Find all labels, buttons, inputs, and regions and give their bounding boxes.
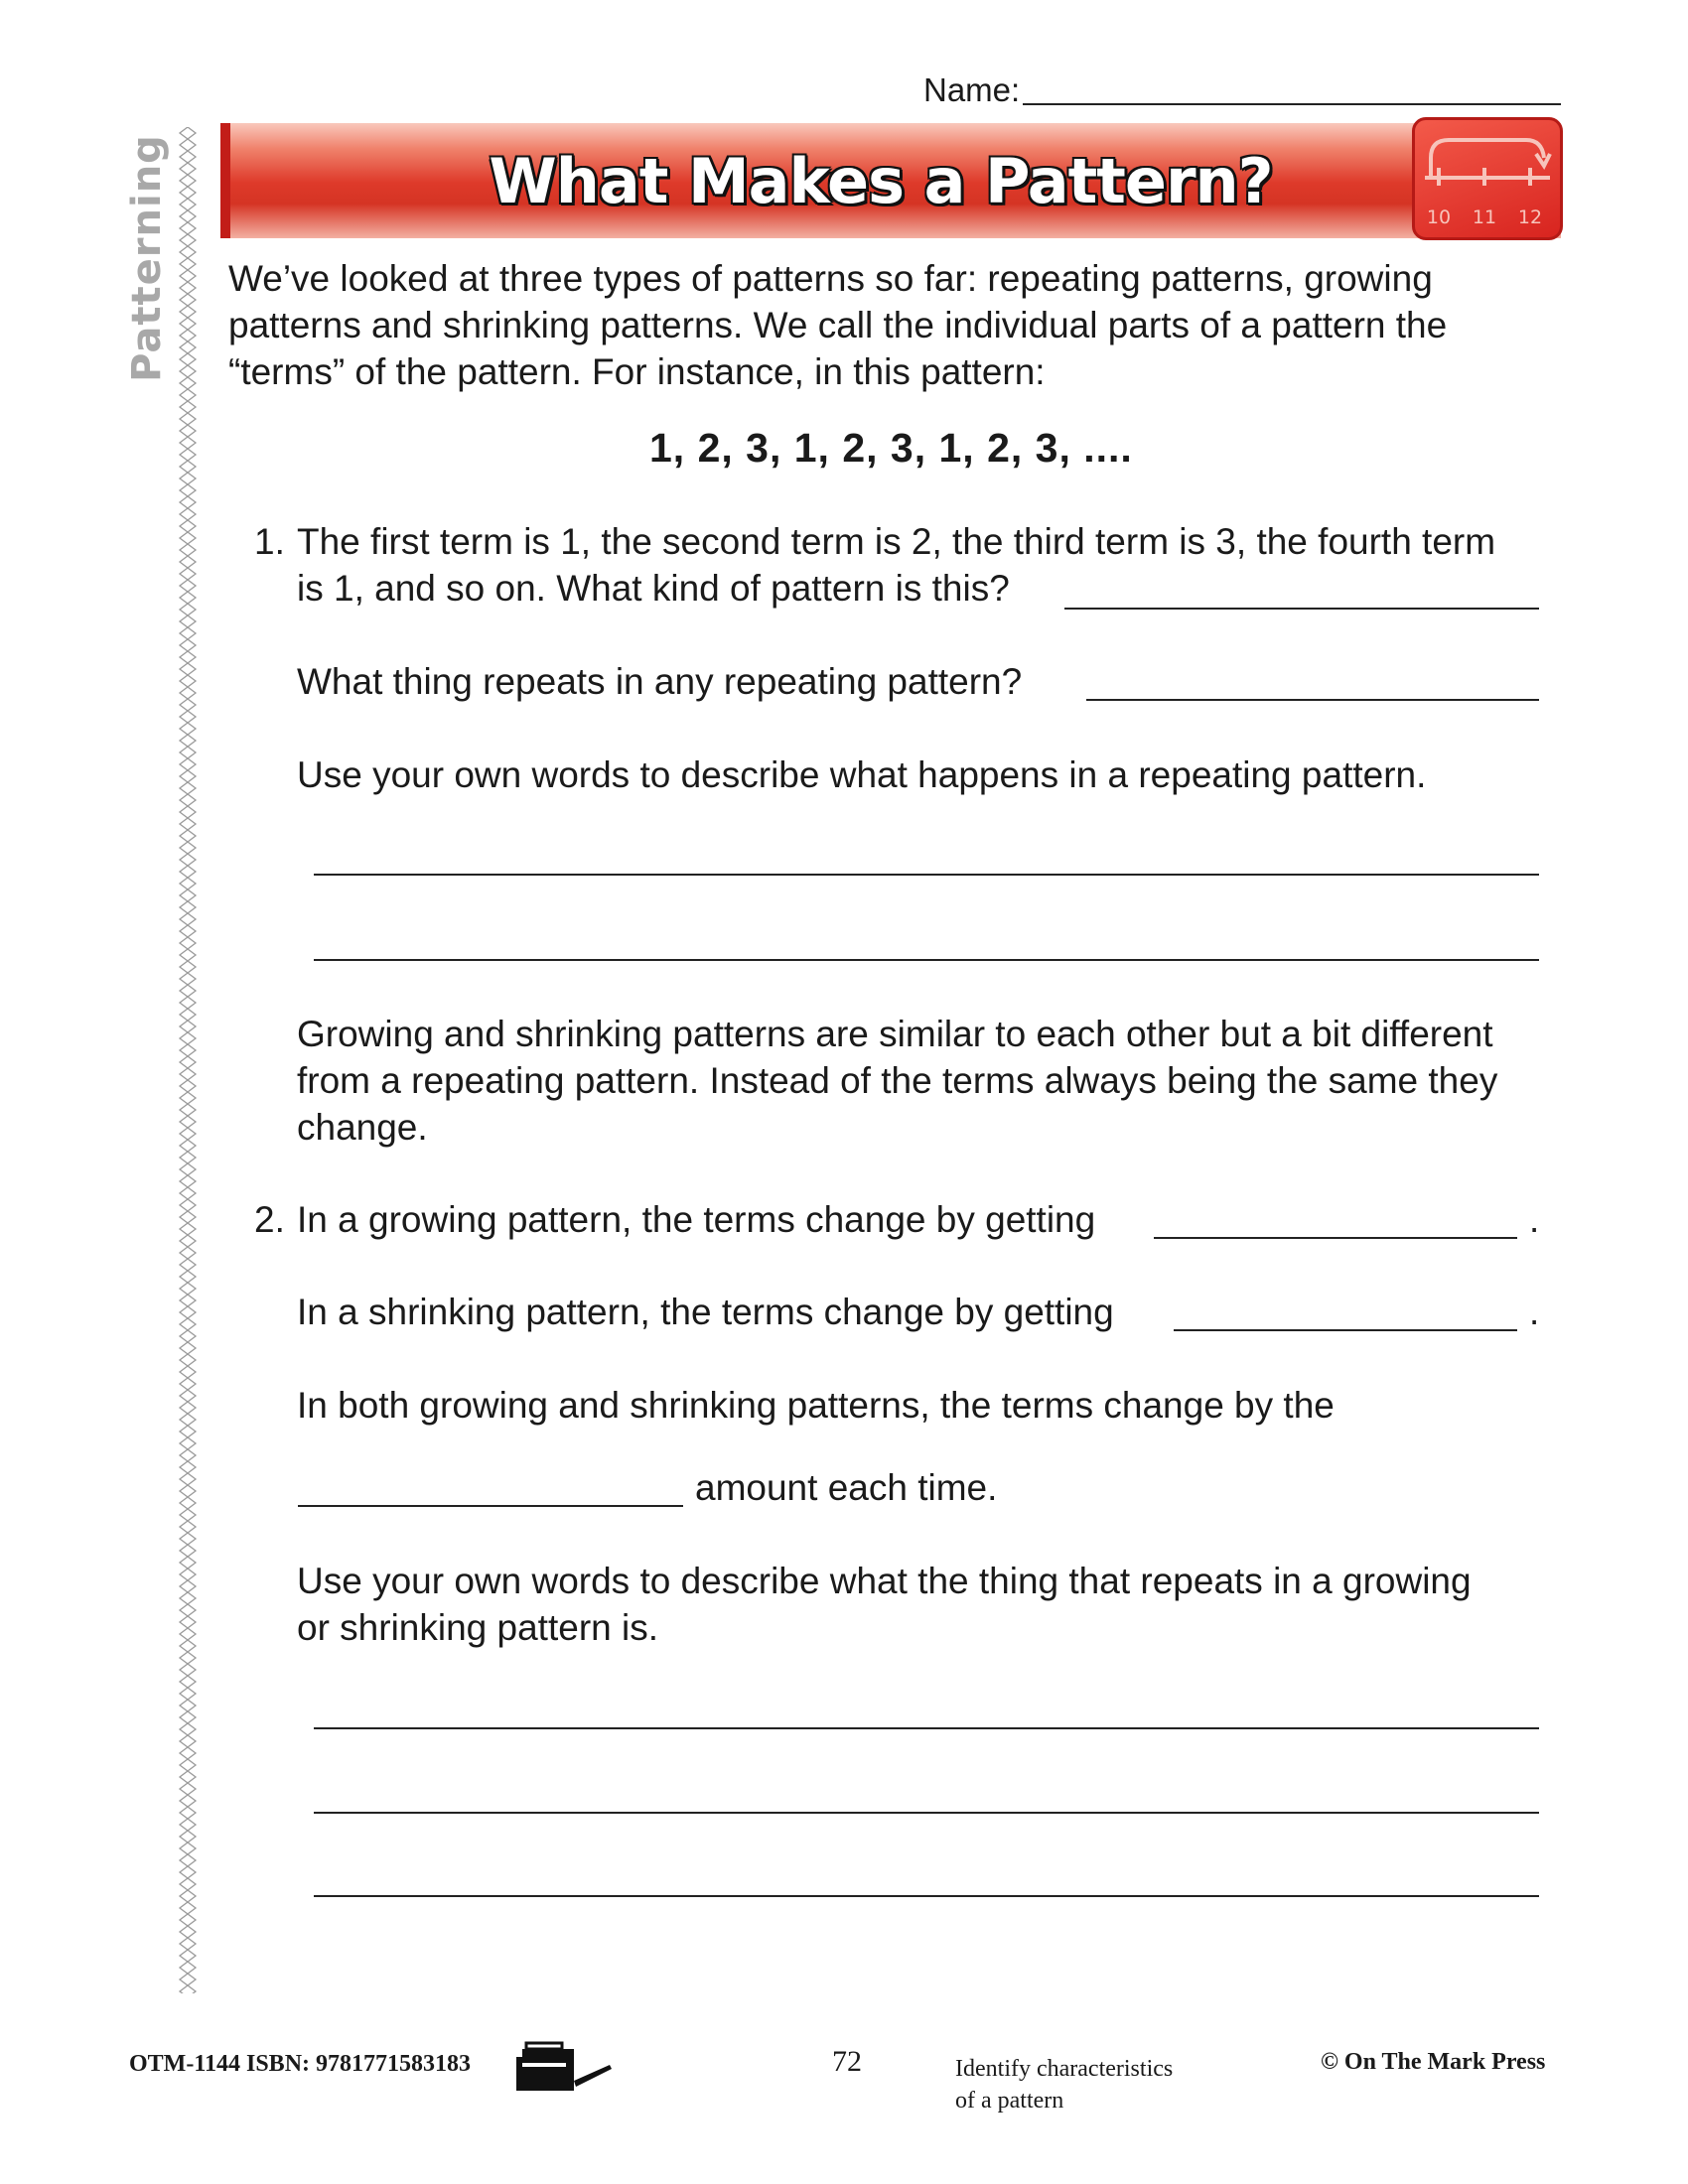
shrinking-period: . (1529, 1292, 1540, 1332)
intro-line-1: We’ve looked at three types of patterns so far: repeating patterns, growing (228, 258, 1433, 299)
repeating-description-line-2[interactable] (314, 959, 1539, 961)
side-section-label (117, 129, 177, 387)
page-title: What Makes a Pattern? (489, 144, 1273, 217)
question-1-prompt-2: What thing repeats in any repeating pattern? (297, 661, 1023, 702)
transition-line-3: change. (297, 1107, 428, 1148)
shrinking-answer-line[interactable] (1174, 1329, 1517, 1331)
amount-answer-line[interactable] (298, 1505, 683, 1507)
repeating-thing-answer-line[interactable] (1086, 699, 1539, 701)
photocopier-icon (514, 2039, 614, 2095)
number-line-badge (1412, 117, 1563, 240)
question-2-line-2: In a shrinking pattern, the terms change by getting (297, 1292, 1114, 1332)
badge-number-10: 10 (1426, 206, 1452, 228)
question-2-line-1: In a growing pattern, the terms change by getting (297, 1199, 1096, 1240)
example-sequence: 1, 2, 3, 1, 2, 3, 1, 2, 3, .... (649, 425, 1133, 471)
diamond-border-decoration (177, 127, 199, 1993)
footer-objective (955, 2053, 1173, 2116)
pattern-kind-answer-line[interactable] (1064, 608, 1539, 610)
growing-shrinking-description-line-1[interactable] (314, 1727, 1539, 1729)
footer-objective-line-1: Identify characteristics (955, 2056, 1174, 2082)
question-1-line-2: is 1, and so on. What kind of pattern is this? (297, 568, 1010, 609)
question-2-line-5b: or shrinking pattern is. (297, 1607, 659, 1648)
growing-period: . (1529, 1199, 1540, 1240)
question-1-prompt-3: Use your own words to describe what happens in a repeating pattern. (297, 754, 1427, 795)
transition-line-2: from a repeating pattern. Instead of the terms always being the same they (297, 1060, 1498, 1101)
growing-shrinking-description-line-3[interactable] (314, 1895, 1539, 1897)
footer-copyright: © On The Mark Press (1321, 2049, 1546, 2075)
footer-isbn: OTM-1144 ISBN: 9781771583183 (129, 2051, 472, 2077)
intro-line-3: “terms” of the pattern. For instance, in this pattern: (228, 351, 1046, 392)
growing-shrinking-description-line-2[interactable] (314, 1812, 1539, 1814)
badge-number-12: 12 (1517, 206, 1543, 228)
footer-objective-line-2: of a pattern (955, 2088, 1064, 2114)
intro-line-2: patterns and shrinking patterns. We call the individual parts of a pattern the (228, 305, 1448, 345)
badge-number-11: 11 (1472, 206, 1497, 228)
question-1-line-1: The first term is 1, the second term is 2, the third term is 3, the fourth term (297, 521, 1496, 562)
question-2-line-4: amount each time. (695, 1467, 998, 1508)
number-line-icon (1415, 120, 1560, 237)
name-field[interactable] (1023, 103, 1561, 105)
question-2-line-5a: Use your own words to describe what the thing that repeats in a growing (297, 1561, 1472, 1601)
name-label: Name: (923, 71, 1021, 108)
side-section-label-text: Patterning (124, 134, 171, 382)
question-2-number: 2. (254, 1199, 285, 1240)
page-number: 72 (832, 2045, 862, 2078)
question-2-line-3: In both growing and shrinking patterns, the terms change by the (297, 1385, 1335, 1426)
question-1-number: 1. (254, 521, 285, 562)
repeating-description-line-1[interactable] (314, 874, 1539, 876)
transition-line-1: Growing and shrinking patterns are similar to each other but a bit different (297, 1014, 1493, 1054)
growing-answer-line[interactable] (1154, 1237, 1517, 1239)
